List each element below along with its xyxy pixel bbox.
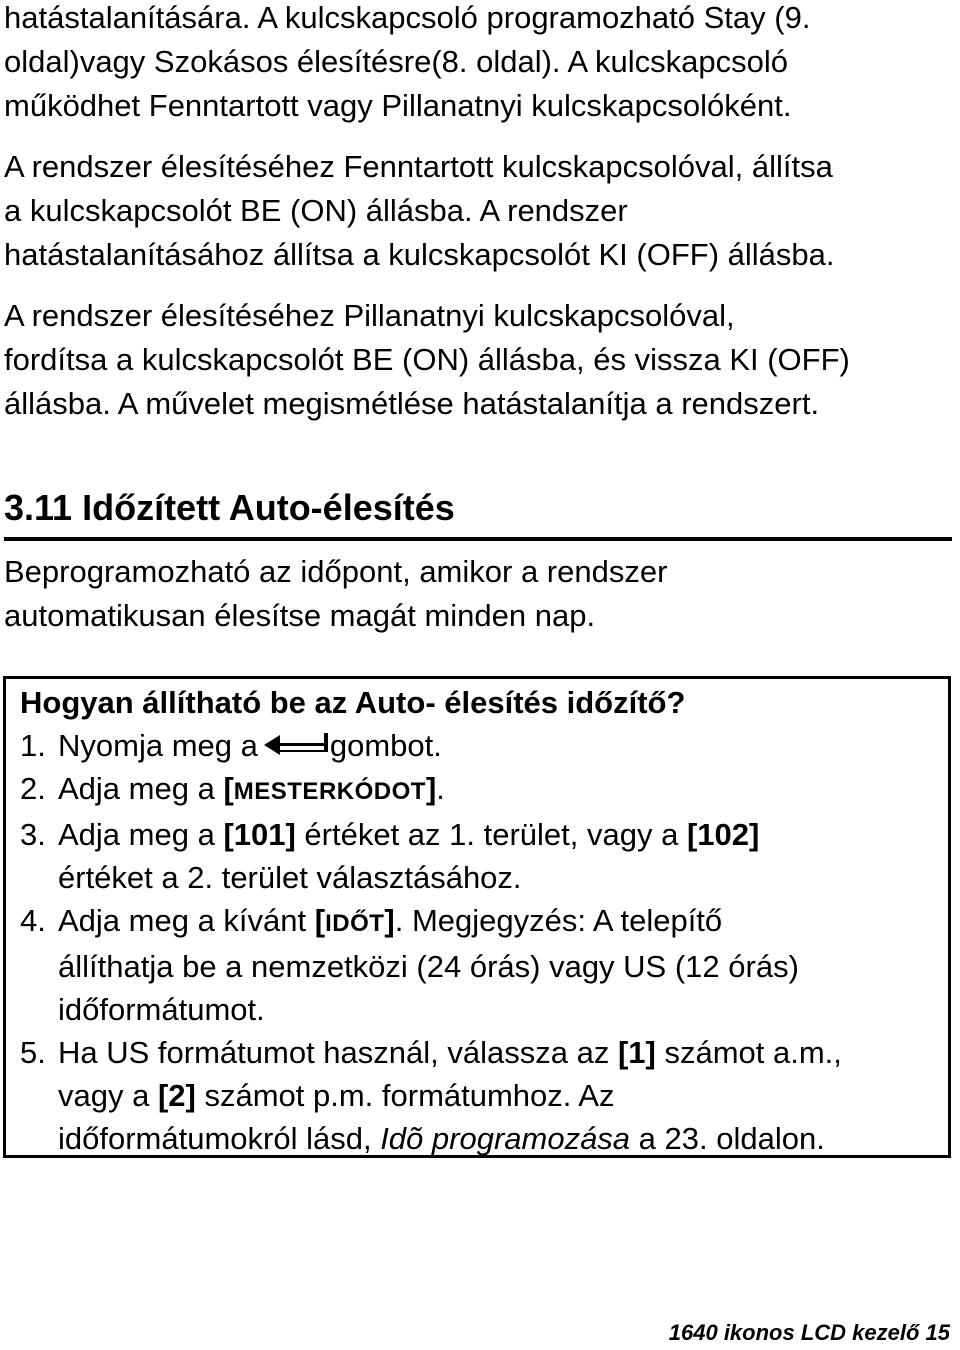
text-line: oldal)vagy Szokásos élesítésre(8. oldal). A kulcskapcsoló: [4, 44, 789, 79]
step-text: a 23. oldalon.: [630, 1121, 825, 1156]
bracket-open: [: [223, 771, 234, 806]
section-description: [4, 550, 954, 638]
code-label: [1]: [617, 1035, 656, 1070]
code-label: [102]: [686, 817, 760, 852]
step-text: Nyomja meg a: [58, 728, 258, 763]
keyswitch-intro-paragraph: [4, 0, 954, 128]
cross-reference: Idõ programozása: [380, 1121, 631, 1156]
step-number: 5.: [20, 1035, 46, 1070]
heading-divider: [4, 537, 952, 541]
step-text: gombot.: [329, 728, 442, 763]
text-line: A rendszer élesítéséhez Pillanatnyi kulcskapcsolóval,: [4, 298, 735, 333]
step-text: számot a.m.,: [655, 1035, 842, 1070]
section-heading: 3.11 Időzített Auto-élesítés: [4, 487, 455, 528]
step-text: Adja meg a: [58, 817, 224, 852]
enter-arrow-icon: [264, 733, 328, 757]
step-number: 3.: [20, 817, 46, 852]
step-text: . Megjegyzés: A telepítő: [394, 903, 723, 938]
step-number: 1.: [20, 728, 46, 763]
step-text: időformátumokról lásd,: [58, 1121, 381, 1156]
text-line: Beprogramozható az időpont, amikor a rendszer: [4, 554, 668, 589]
text-line: hatástalanítására. A kulcskapcsoló programozható Stay (9.: [4, 0, 811, 35]
step-number: 4.: [20, 903, 46, 938]
text-line: állásba. A művelet megismétlése hatástalanítja a rendszert.: [4, 386, 820, 421]
step-2: [20, 767, 940, 813]
step-4: [20, 899, 940, 1031]
text-line: automatikusan élesítse magát minden nap.: [4, 598, 596, 633]
howto-title: Hogyan állítható be az Auto- élesítés időzítő?: [20, 685, 686, 720]
step-text: .: [436, 771, 445, 806]
key-label: IDŐT: [325, 910, 385, 937]
page-footer: 1640 ikonos LCD kezelő 15: [668, 1320, 950, 1345]
code-label: [101]: [223, 817, 296, 852]
bracket-close: ]: [425, 771, 437, 806]
step-1: [20, 724, 940, 767]
bracket-open: [: [314, 903, 326, 938]
step-text: Adja meg a: [58, 771, 224, 806]
momentary-keyswitch-paragraph: [4, 294, 954, 426]
step-number: 2.: [20, 771, 46, 806]
step-text: vagy a: [58, 1078, 158, 1113]
text-line: fordítsa a kulcskapcsolót BE (ON) állásba, és vissza KI (OFF): [4, 342, 850, 377]
text-line: működhet Fenntartott vagy Pillanatnyi kulcskapcsolóként.: [4, 88, 792, 123]
step-text: értéket az 1. terület, vagy a: [295, 817, 687, 852]
step-text: Ha US formátumot használ, válassza az: [58, 1035, 618, 1070]
howto-box: [3, 676, 951, 1158]
step-text: állíthatja be a nemzetközi (24 órás) vagy US (12 órás): [58, 949, 799, 984]
step-text: számot p.m. formátumhoz. Az: [195, 1078, 615, 1113]
step-text: értéket a 2. terület választásához.: [58, 860, 522, 895]
step-text: Adja meg a kívánt: [58, 903, 315, 938]
step-text: időformátumot.: [58, 992, 265, 1027]
code-label: [2]: [157, 1078, 196, 1113]
maintained-keyswitch-paragraph: [4, 145, 954, 277]
text-line: A rendszer élesítéséhez Fenntartott kulcskapcsolóval, állítsa: [4, 149, 833, 184]
key-label: MESTERKÓDOT: [233, 778, 426, 805]
text-line: hatástalanításához állítsa a kulcskapcsolót KI (OFF) állásba.: [4, 237, 835, 272]
text-line: a kulcskapcsolót BE (ON) állásba. A rendszer: [4, 193, 628, 228]
step-3: [20, 813, 940, 899]
bracket-close: ]: [384, 903, 395, 938]
step-5: [20, 1031, 940, 1160]
